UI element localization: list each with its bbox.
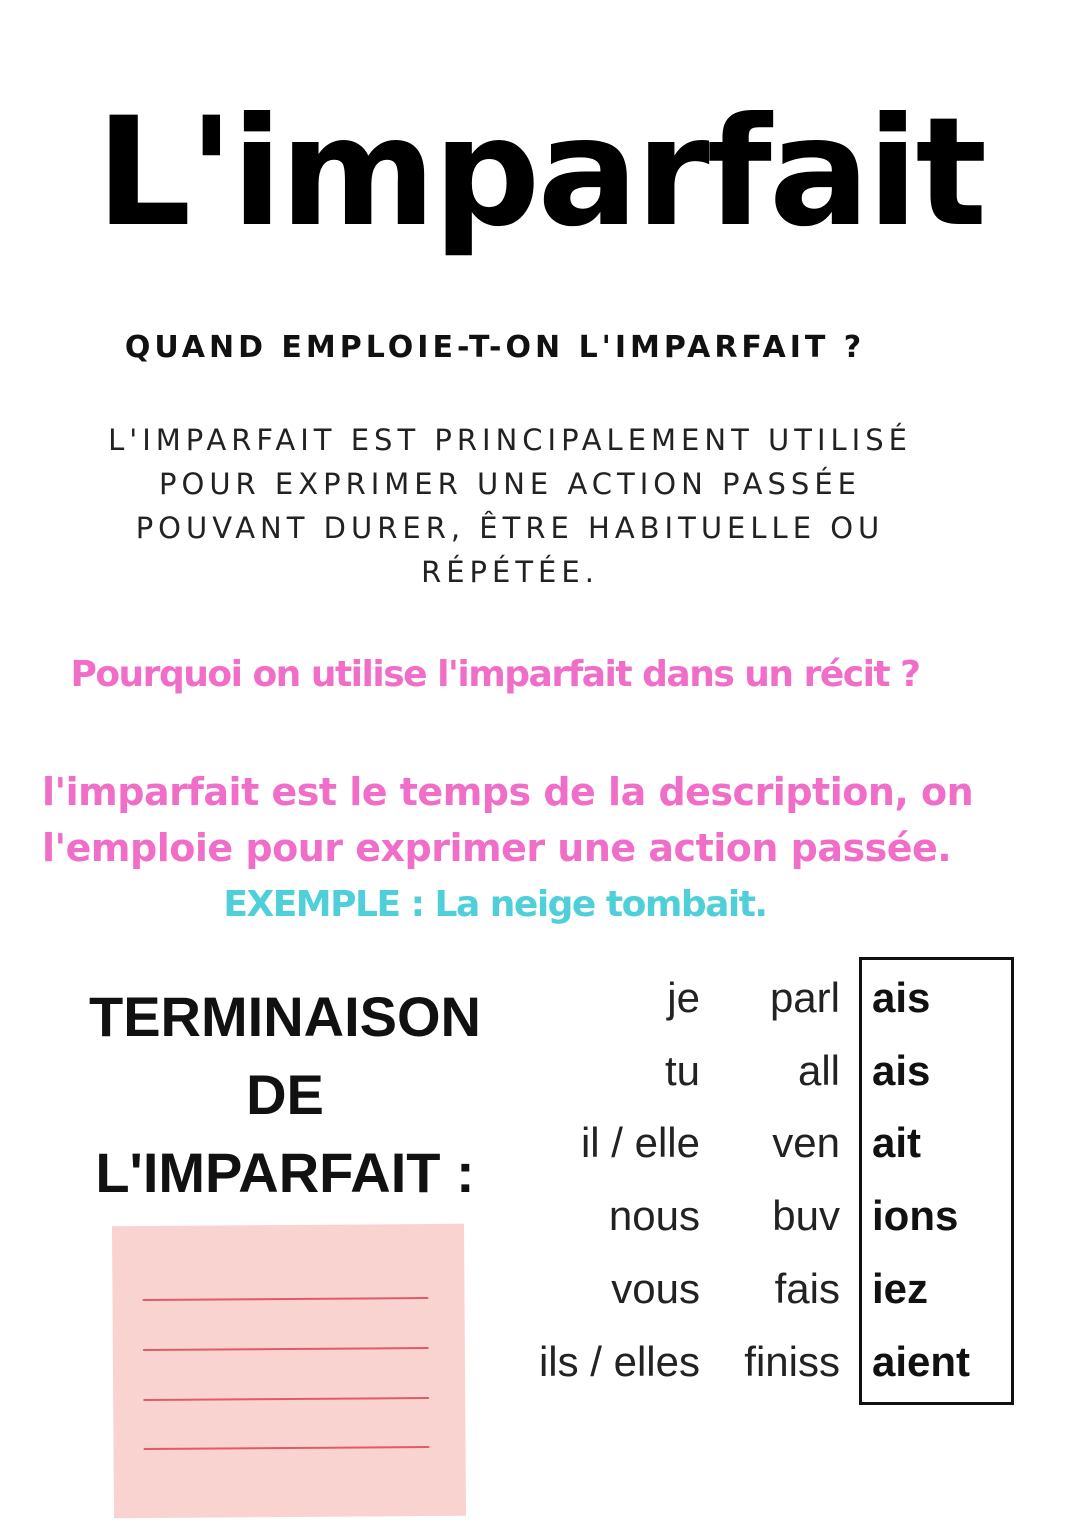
conjugation-pronoun: nous [608,1192,700,1239]
conjugation-stem: buv [772,1192,840,1239]
conjugation-row [490,1107,1010,1179]
definition-line: POUVANT DURER, ÊTRE HABITUELLE OU [135,511,885,545]
definition-line: POUR EXPRIMER UNE ACTION PASSÉE [159,467,861,501]
conjugation-row [490,1180,1010,1252]
terminaison-heading-line: TERMINAISON [89,985,481,1048]
conjugation-row [490,1253,1010,1325]
example-sentence: EXEMPLE : La neige tombait. [223,884,767,925]
definition-line: RÉPÉTÉE. [421,555,599,589]
conjugation-row [490,1326,1010,1398]
conjugation-ending: ait [872,1119,922,1166]
note-line [142,1297,428,1301]
conjugation-pronoun: il / elle [580,1119,700,1166]
conjugation-ending: ions [872,1192,959,1239]
conjugation-stem: all [797,1047,840,1094]
conjugation-ending: aient [872,1338,971,1385]
page-title: L'imparfait [95,86,985,260]
conjugation-pronoun: vous [611,1265,700,1312]
note-pad-decoration [112,1224,466,1518]
conjugation-stem: fais [774,1265,840,1312]
note-line [144,1446,430,1450]
conjugation-pronoun: tu [664,1047,700,1094]
definition-line: L'IMPARFAIT EST PRINCIPALEMENT UTILISÉ [108,423,912,457]
note-line [143,1397,429,1401]
conjugation-stem: ven [772,1119,840,1166]
section-question: QUAND EMPLOIE-T-ON L'IMPARFAIT ? [124,330,866,365]
conjugation-row [490,1035,1010,1107]
conjugation-pronoun: je [667,974,700,1021]
conjugation-ending: iez [872,1265,929,1312]
terminaison-heading [70,978,500,1212]
narrative-question: Pourquoi on utilise l'imparfait dans un récit ? [70,654,920,695]
note-line [143,1347,429,1351]
conjugation-ending: ais [872,1047,931,1094]
conjugation-stem: parl [769,974,840,1021]
narrative-answer-line: l'emploie pour exprimer une action passée. [42,826,952,870]
narrative-answer-line: l'imparfait est le temps de la description, on [42,770,974,814]
conjugation-pronoun: ils / elles [538,1338,700,1385]
definition-text [60,418,960,594]
conjugation-row [490,962,1010,1034]
conjugation-ending: ais [872,974,931,1021]
terminaison-heading-line: DE [246,1063,324,1126]
narrative-answer [42,764,1042,876]
conjugation-stem: finiss [744,1338,840,1385]
terminaison-heading-line: L'IMPARFAIT : [95,1141,475,1204]
